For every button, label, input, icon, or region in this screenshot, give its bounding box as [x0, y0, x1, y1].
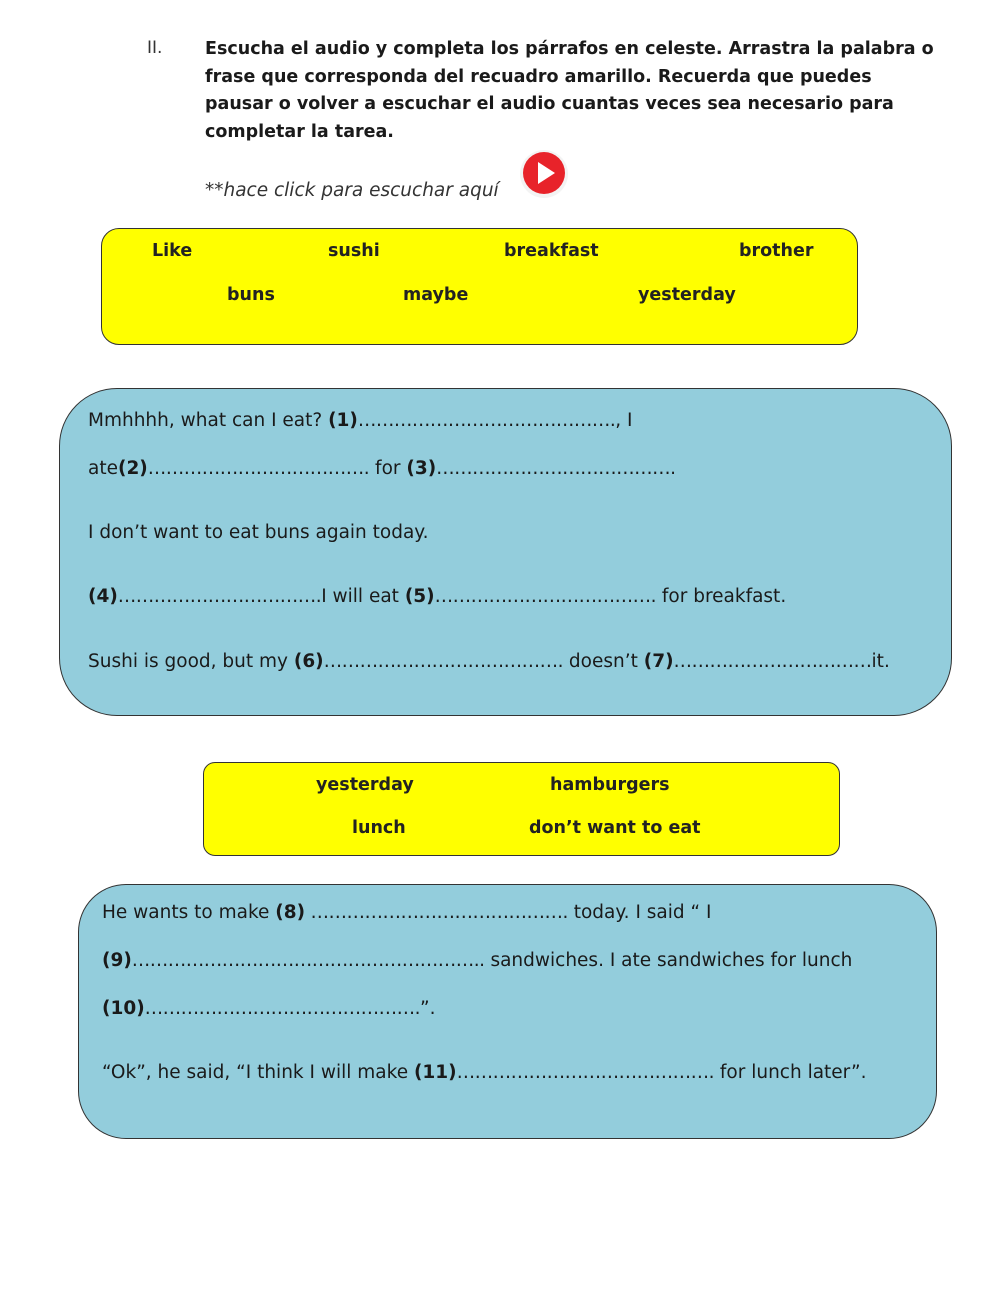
- blank-dots: ……………………………….: [434, 586, 656, 607]
- blank-dots: ……………………………………….: [144, 998, 421, 1019]
- blank-10[interactable]: [102, 998, 420, 1019]
- blank-6[interactable]: [294, 651, 563, 672]
- paragraph-2-line-3: [102, 998, 436, 1019]
- paragraph-1-line-3: I don’t want to eat buns again today.: [88, 522, 429, 543]
- blank-dots: …………………………………………………..: [131, 950, 485, 971]
- word-chip[interactable]: breakfast: [504, 241, 599, 261]
- play-icon: [519, 149, 569, 199]
- text: for lunch later”.: [714, 1062, 867, 1083]
- text: Sushi is good, but my: [88, 651, 294, 672]
- text: Mmhhhh, what can I eat?: [88, 410, 329, 431]
- blank-dots: ……………………………….: [147, 458, 370, 479]
- text: He wants to make: [102, 902, 276, 923]
- text: , I: [615, 410, 633, 431]
- blank-number: (5): [404, 586, 435, 607]
- word-chip[interactable]: don’t want to eat: [529, 818, 701, 838]
- blank-number: (9): [102, 950, 132, 971]
- paragraph-1-line-4: [88, 586, 786, 607]
- blank-number: (4): [88, 586, 118, 607]
- blank-dots: ………………………………….: [323, 651, 564, 672]
- blank-1[interactable]: [328, 410, 615, 431]
- blank-2[interactable]: [118, 458, 369, 479]
- blank-dots: ………………………………….: [436, 458, 676, 479]
- blank-9[interactable]: [102, 950, 485, 971]
- word-chip[interactable]: maybe: [403, 285, 469, 305]
- blank-number: (10): [102, 998, 145, 1019]
- paragraph-1-line-5: [88, 651, 890, 672]
- blank-dots: …………………………….: [117, 586, 322, 607]
- text: I will eat: [321, 586, 405, 607]
- blank-dots: ……………………………: [673, 651, 872, 672]
- blank-dots: …………………………………….: [357, 410, 616, 431]
- text: for breakfast.: [656, 586, 787, 607]
- word-chip[interactable]: sushi: [328, 241, 380, 261]
- blank-number: (2): [117, 458, 148, 479]
- blank-7[interactable]: [644, 651, 872, 672]
- blank-number: (6): [293, 651, 324, 672]
- paragraph-1-line-1: [88, 410, 633, 431]
- blank-number: (11): [413, 1062, 457, 1083]
- paragraph-2-line-2: [102, 950, 852, 971]
- word-chip[interactable]: Like: [152, 241, 193, 261]
- paragraph-2-line-1: [102, 902, 711, 923]
- blank-8[interactable]: [275, 902, 568, 923]
- blank-11[interactable]: [414, 1062, 714, 1083]
- text: “Ok”, he said, “I think I will make: [102, 1062, 414, 1083]
- paragraph-2-line-4: [102, 1062, 867, 1083]
- text: today. I said “ I: [567, 902, 712, 923]
- text: doesn’t: [563, 651, 644, 672]
- text: for: [369, 458, 407, 479]
- blank-number: (7): [643, 651, 674, 672]
- text: sandwiches. I ate sandwiches for lunch: [484, 950, 853, 971]
- blank-number: (1): [328, 410, 358, 431]
- text: ”.: [420, 998, 436, 1019]
- text: it.: [871, 651, 890, 672]
- blank-dots: …………………………………….: [456, 1062, 714, 1083]
- blank-dots: …………………………………….: [305, 902, 568, 923]
- audio-prompt: **hace click para escuchar aquí: [205, 180, 499, 201]
- word-chip[interactable]: hamburgers: [550, 775, 670, 795]
- blank-5[interactable]: [405, 586, 656, 607]
- word-chip[interactable]: yesterday: [316, 775, 414, 795]
- section-number: II.: [147, 38, 163, 58]
- word-chip[interactable]: buns: [227, 285, 275, 305]
- word-chip[interactable]: yesterday: [638, 285, 736, 305]
- word-bank-2: [203, 762, 840, 856]
- paragraph-1-line-2: [88, 458, 676, 479]
- play-audio-button[interactable]: [519, 149, 569, 199]
- instruction-text: Escucha el audio y completa los párrafos en celeste. Arrastra la palabra o frase que corresponda del recuadro amarillo. Recuerda que puedes pausar o volver a escuchar el audio cuantas veces sea necesario para completar la tarea.: [205, 39, 934, 142]
- word-chip[interactable]: lunch: [352, 818, 406, 838]
- text: ate: [88, 458, 118, 479]
- blank-number: (8): [275, 902, 306, 923]
- blank-4[interactable]: [88, 586, 321, 607]
- blank-3[interactable]: [406, 458, 675, 479]
- blank-number: (3): [406, 458, 437, 479]
- word-chip[interactable]: brother: [739, 241, 814, 261]
